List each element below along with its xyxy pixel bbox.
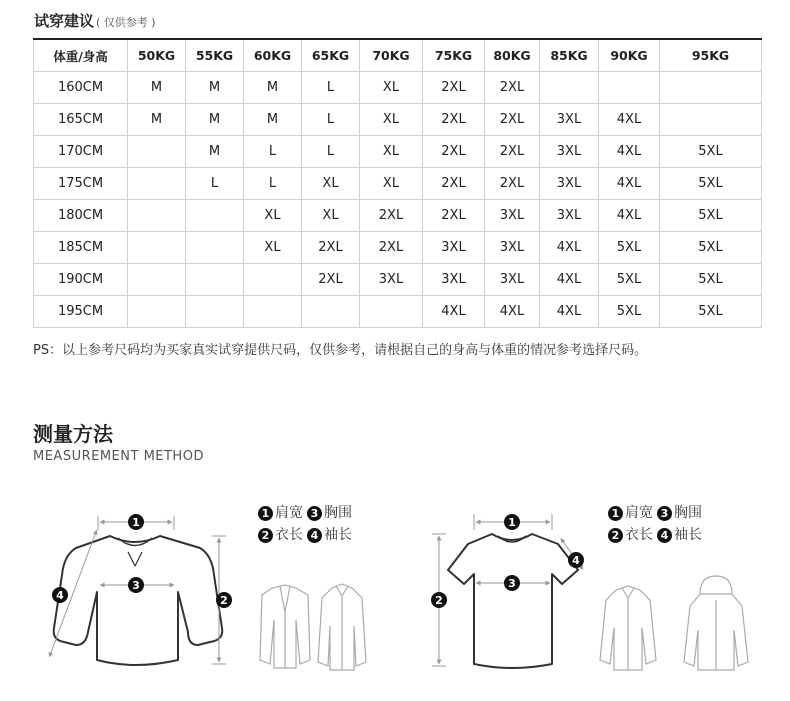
size-cell: 3XL — [540, 104, 599, 136]
size-cell: XL — [360, 136, 423, 168]
size-cell: 5XL — [599, 296, 660, 328]
weight-header: 55KG — [186, 39, 244, 72]
suit-jacket-icon — [260, 585, 310, 668]
size-cell: L — [186, 168, 244, 200]
svg-text:1: 1 — [132, 516, 140, 529]
long-sleeve-shirt-icon — [54, 536, 223, 665]
legend-badge: 1 — [258, 506, 273, 521]
size-cell: 2XL — [423, 200, 485, 232]
size-cell: 4XL — [540, 264, 599, 296]
size-cell: XL — [244, 232, 302, 264]
svg-text:4: 4 — [56, 589, 64, 602]
size-cell: 3XL — [540, 200, 599, 232]
weight-header: 80KG — [485, 39, 540, 72]
weight-header: 70KG — [360, 39, 423, 72]
size-cell: XL — [360, 104, 423, 136]
size-cell: 2XL — [485, 168, 540, 200]
height-cell: 180CM — [34, 200, 128, 232]
height-cell: 170CM — [34, 136, 128, 168]
size-cell: M — [186, 104, 244, 136]
svg-text:2: 2 — [435, 594, 443, 607]
size-cell: L — [302, 136, 360, 168]
t-shirt-icon — [448, 534, 578, 668]
legend-badge: 4 — [657, 528, 672, 543]
size-cell: 4XL — [599, 168, 660, 200]
size-cell: XL — [302, 200, 360, 232]
size-cell: 5XL — [660, 168, 762, 200]
legend-label-chest: 胸围 — [674, 505, 702, 521]
size-note: PS：以上参考尺码均为买家真实试穿提供尺码，仅供参考，请根据自己的身高与体重的情况参考选择尺码。 — [33, 343, 648, 358]
measurement-subtitle: MEASUREMENT METHOD — [33, 449, 204, 464]
size-cell: M — [128, 72, 186, 104]
size-cell: L — [244, 168, 302, 200]
size-cell: 5XL — [660, 232, 762, 264]
size-cell: M — [244, 72, 302, 104]
size-cell: 4XL — [540, 296, 599, 328]
legend-badge: 4 — [307, 528, 322, 543]
t-shirt-measure-lines — [432, 514, 582, 666]
size-cell: 4XL — [423, 296, 485, 328]
size-cell: 2XL — [423, 136, 485, 168]
legend-label-length: 衣长 — [625, 527, 653, 543]
height-cell: 195CM — [34, 296, 128, 328]
button-shirt-icon — [600, 586, 656, 670]
measurement-title: 测量方法 — [33, 422, 113, 446]
size-guide-title: 试穿建议 — [34, 12, 95, 30]
svg-text:1: 1 — [508, 516, 516, 529]
weight-header: 85KG — [540, 39, 599, 72]
number-badge-icons — [52, 514, 232, 608]
size-cell: 3XL — [485, 232, 540, 264]
legend-label-shoulder: 肩宽 — [625, 505, 653, 521]
size-cell: 2XL — [485, 136, 540, 168]
legend-badge: 1 — [608, 506, 623, 521]
size-cell: XL — [360, 168, 423, 200]
legend-badge: 2 — [258, 528, 273, 543]
legend-label-shoulder: 肩宽 — [275, 505, 303, 521]
size-cell: 2XL — [360, 200, 423, 232]
zip-jacket-icon — [318, 584, 366, 670]
weight-header: 50KG — [128, 39, 186, 72]
size-cell: 5XL — [660, 296, 762, 328]
height-cell: 190CM — [34, 264, 128, 296]
size-cell: 2XL — [423, 104, 485, 136]
size-cell: XL — [302, 168, 360, 200]
height-cell: 165CM — [34, 104, 128, 136]
size-cell: 4XL — [599, 104, 660, 136]
size-cell: XL — [244, 200, 302, 232]
size-cell: 4XL — [599, 200, 660, 232]
size-cell: 2XL — [423, 72, 485, 104]
size-cell: L — [302, 104, 360, 136]
size-cell: 4XL — [540, 232, 599, 264]
size-cell: 3XL — [485, 264, 540, 296]
size-cell: 2XL — [485, 72, 540, 104]
size-guide-subtitle: ( 仅供参考 ) — [96, 16, 156, 29]
legend-badge: 3 — [307, 506, 322, 521]
size-cell: 5XL — [599, 232, 660, 264]
svg-text:3: 3 — [508, 577, 516, 590]
legend-badge: 2 — [608, 528, 623, 543]
size-cell: 2XL — [423, 168, 485, 200]
size-cell: L — [244, 136, 302, 168]
legend-label-sleeve: 袖长 — [674, 527, 702, 543]
legend-badge: 3 — [657, 506, 672, 521]
svg-text:4: 4 — [572, 554, 580, 567]
size-cell: M — [186, 136, 244, 168]
size-cell: L — [302, 72, 360, 104]
weight-header: 90KG — [599, 39, 660, 72]
weight-header: 95KG — [660, 39, 762, 72]
legend-label-chest: 胸围 — [324, 505, 352, 521]
legend-label-length: 衣长 — [275, 527, 303, 543]
weight-header: 65KG — [302, 39, 360, 72]
size-cell: 3XL — [423, 232, 485, 264]
size-cell: 2XL — [360, 232, 423, 264]
size-cell: 5XL — [660, 136, 762, 168]
height-cell: 160CM — [34, 72, 128, 104]
svg-text:3: 3 — [132, 579, 140, 592]
size-cell: 3XL — [485, 200, 540, 232]
height-cell: 175CM — [34, 168, 128, 200]
size-cell: 3XL — [360, 264, 423, 296]
size-cell: 5XL — [660, 200, 762, 232]
size-cell: 4XL — [599, 136, 660, 168]
size-cell: M — [128, 104, 186, 136]
size-cell: 3XL — [540, 168, 599, 200]
size-cell: 5XL — [660, 264, 762, 296]
size-cell: 3XL — [423, 264, 485, 296]
size-cell: 2XL — [302, 232, 360, 264]
size-cell: M — [244, 104, 302, 136]
hoodie-icon — [684, 576, 748, 670]
height-cell: 185CM — [34, 232, 128, 264]
corner-header: 体重/身高 — [34, 39, 128, 72]
size-cell: 2XL — [485, 104, 540, 136]
size-cell: 2XL — [302, 264, 360, 296]
size-cell: XL — [360, 72, 423, 104]
weight-header: 75KG — [423, 39, 485, 72]
svg-text:2: 2 — [220, 594, 228, 607]
weight-header: 60KG — [244, 39, 302, 72]
legend-label-sleeve: 袖长 — [324, 527, 352, 543]
size-cell: 3XL — [540, 136, 599, 168]
size-cell: 4XL — [485, 296, 540, 328]
size-cell: M — [186, 72, 244, 104]
size-cell: 5XL — [599, 264, 660, 296]
